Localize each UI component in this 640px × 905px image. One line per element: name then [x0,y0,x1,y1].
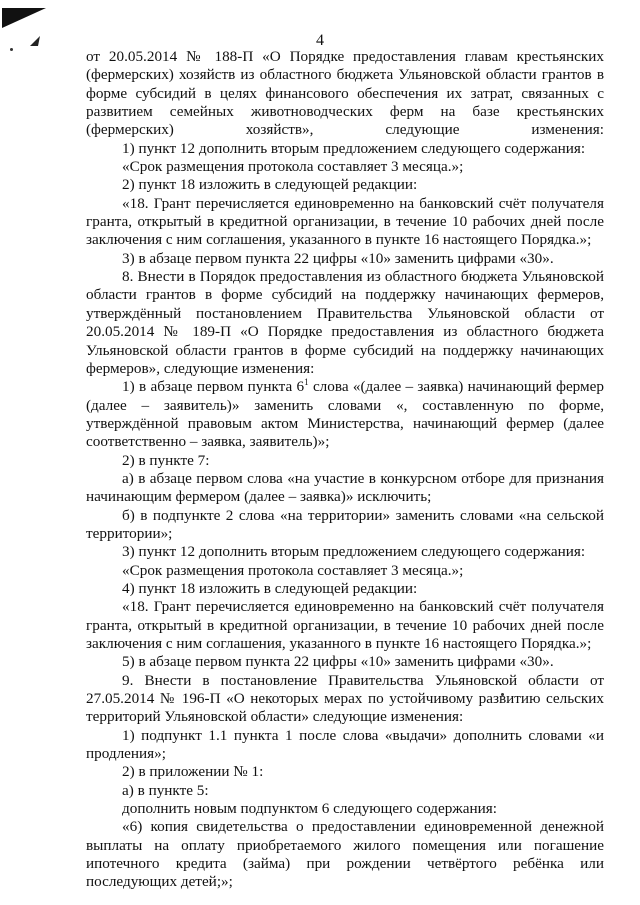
paragraph-15: 5) в абзаце первом пункта 22 цифры «10» заменить цифрами «30». [122,653,554,671]
paragraph-17: 1) подпункт 1.1 пункта 1 после слова «выдачи» дополнить словами «и продления»; [86,726,604,763]
paragraph-6: 8. Внести в Порядок предоставления из областного бюджета Ульяновской области грантов в форме субсидий на поддержку начинающих фермеров, утверждённый постановлением Правительства Ульяновской области от 20.05.2014 № 189-П «О Порядке предоставления из областного бюджета Ульяновской области грантов в форме субсидий на поддержку начинающих фермеров», следующие изменения: [86,268,604,377]
paragraph-5: 3) в абзаце первом пункта 22 цифры «10» заменить цифрами «30». [122,249,554,267]
paragraph-10: б) в подпункте 2 слова «на территории» заменить словами «на сельской территории»; [86,506,604,542]
paragraph-7 [86,378,604,451]
paragraph-19: а) в пункте 5: [122,781,209,799]
paragraph-0: от 20.05.2014 № 188-П «О Порядке предоставления главам крестьянских (фермерских) хозяйств из областного бюджета Ульяновской области грантов в форме субсидий в целях финансового обеспечения их затрат, связанных с развитием семейных животноводческих ферм на базе крестьянских (фермерских) хозяйств», следующие изменения: [86,48,604,139]
paragraph-20: дополнить новым подпунктом 6 следующего содержания: [122,800,497,818]
paragraph-8: 2) в пункте 7: [122,451,210,469]
scan-corner-mark [2,8,46,28]
paragraph-7-start: 1) в абзаце первом пункта 6 [122,378,305,396]
paragraph-14: «18. Грант перечисляется единовременно на банковский счёт получателя гранта, открытый в кредитной организации, в течение 10 рабочих дней после заключения с ним соглашения, указанного в пункте 16 настоящего Порядка.»; [86,598,604,652]
paragraph-12: «Срок размещения протокола составляет 3 месяца.»; [122,561,464,579]
paragraph-11: 3) пункт 12 дополнить вторым предложением следующего содержания: [122,543,586,561]
paragraph-13: 4) пункт 18 изложить в следующей редакции: [122,579,418,597]
paragraph-3: 2) пункт 18 изложить в следующей редакции: [122,176,418,194]
document-body [86,48,604,892]
superscript: 1 [304,377,309,388]
page-number: 4 [316,32,324,49]
paragraph-1: 1) пункт 12 дополнить вторым предложением следующего содержания: [122,139,586,157]
paragraph-9: а) в абзаце первом слова «на участие в конкурсном отборе для признания начинающим фермером (далее – заявка)» исключить; [86,469,604,506]
paragraph-4: «18. Грант перечисляется единовременно на банковский счёт получателя гранта, открытый в кредитной организации, в течение 10 рабочих дней после заключения с ним соглашения, указанного в пункте 16 настоящего Порядка.»; [86,194,604,249]
paragraph-2: «Срок размещения протокола составляет 3 месяца.»; [122,158,464,176]
paragraph-7-end: слова «(далее – заявка) начинающий фермер (далее – заявитель)» заменить словами «, составленную по форме, утверждённой правовым актом Министерства, начинающий фермер (далее соответственно – заявка, заявитель)»; [86,378,604,451]
paragraph-16: 9. Внести в постановление Правительства Ульяновской области от 27.05.2014 № 196-П «О некоторых мерах по устойчивому развитию сельских территорий Ульяновской области» следующие изменения: [86,671,604,726]
paragraph-18: 2) в приложении № 1: [122,763,264,781]
paragraph-21: «6) копия свидетельства о предоставлении единовременной денежной выплаты на оплату приобретаемого жилого помещения или погашение ипотечного кредита (займа) при рождении четвёртого ребёнка или последующих детей;»; [86,818,604,891]
